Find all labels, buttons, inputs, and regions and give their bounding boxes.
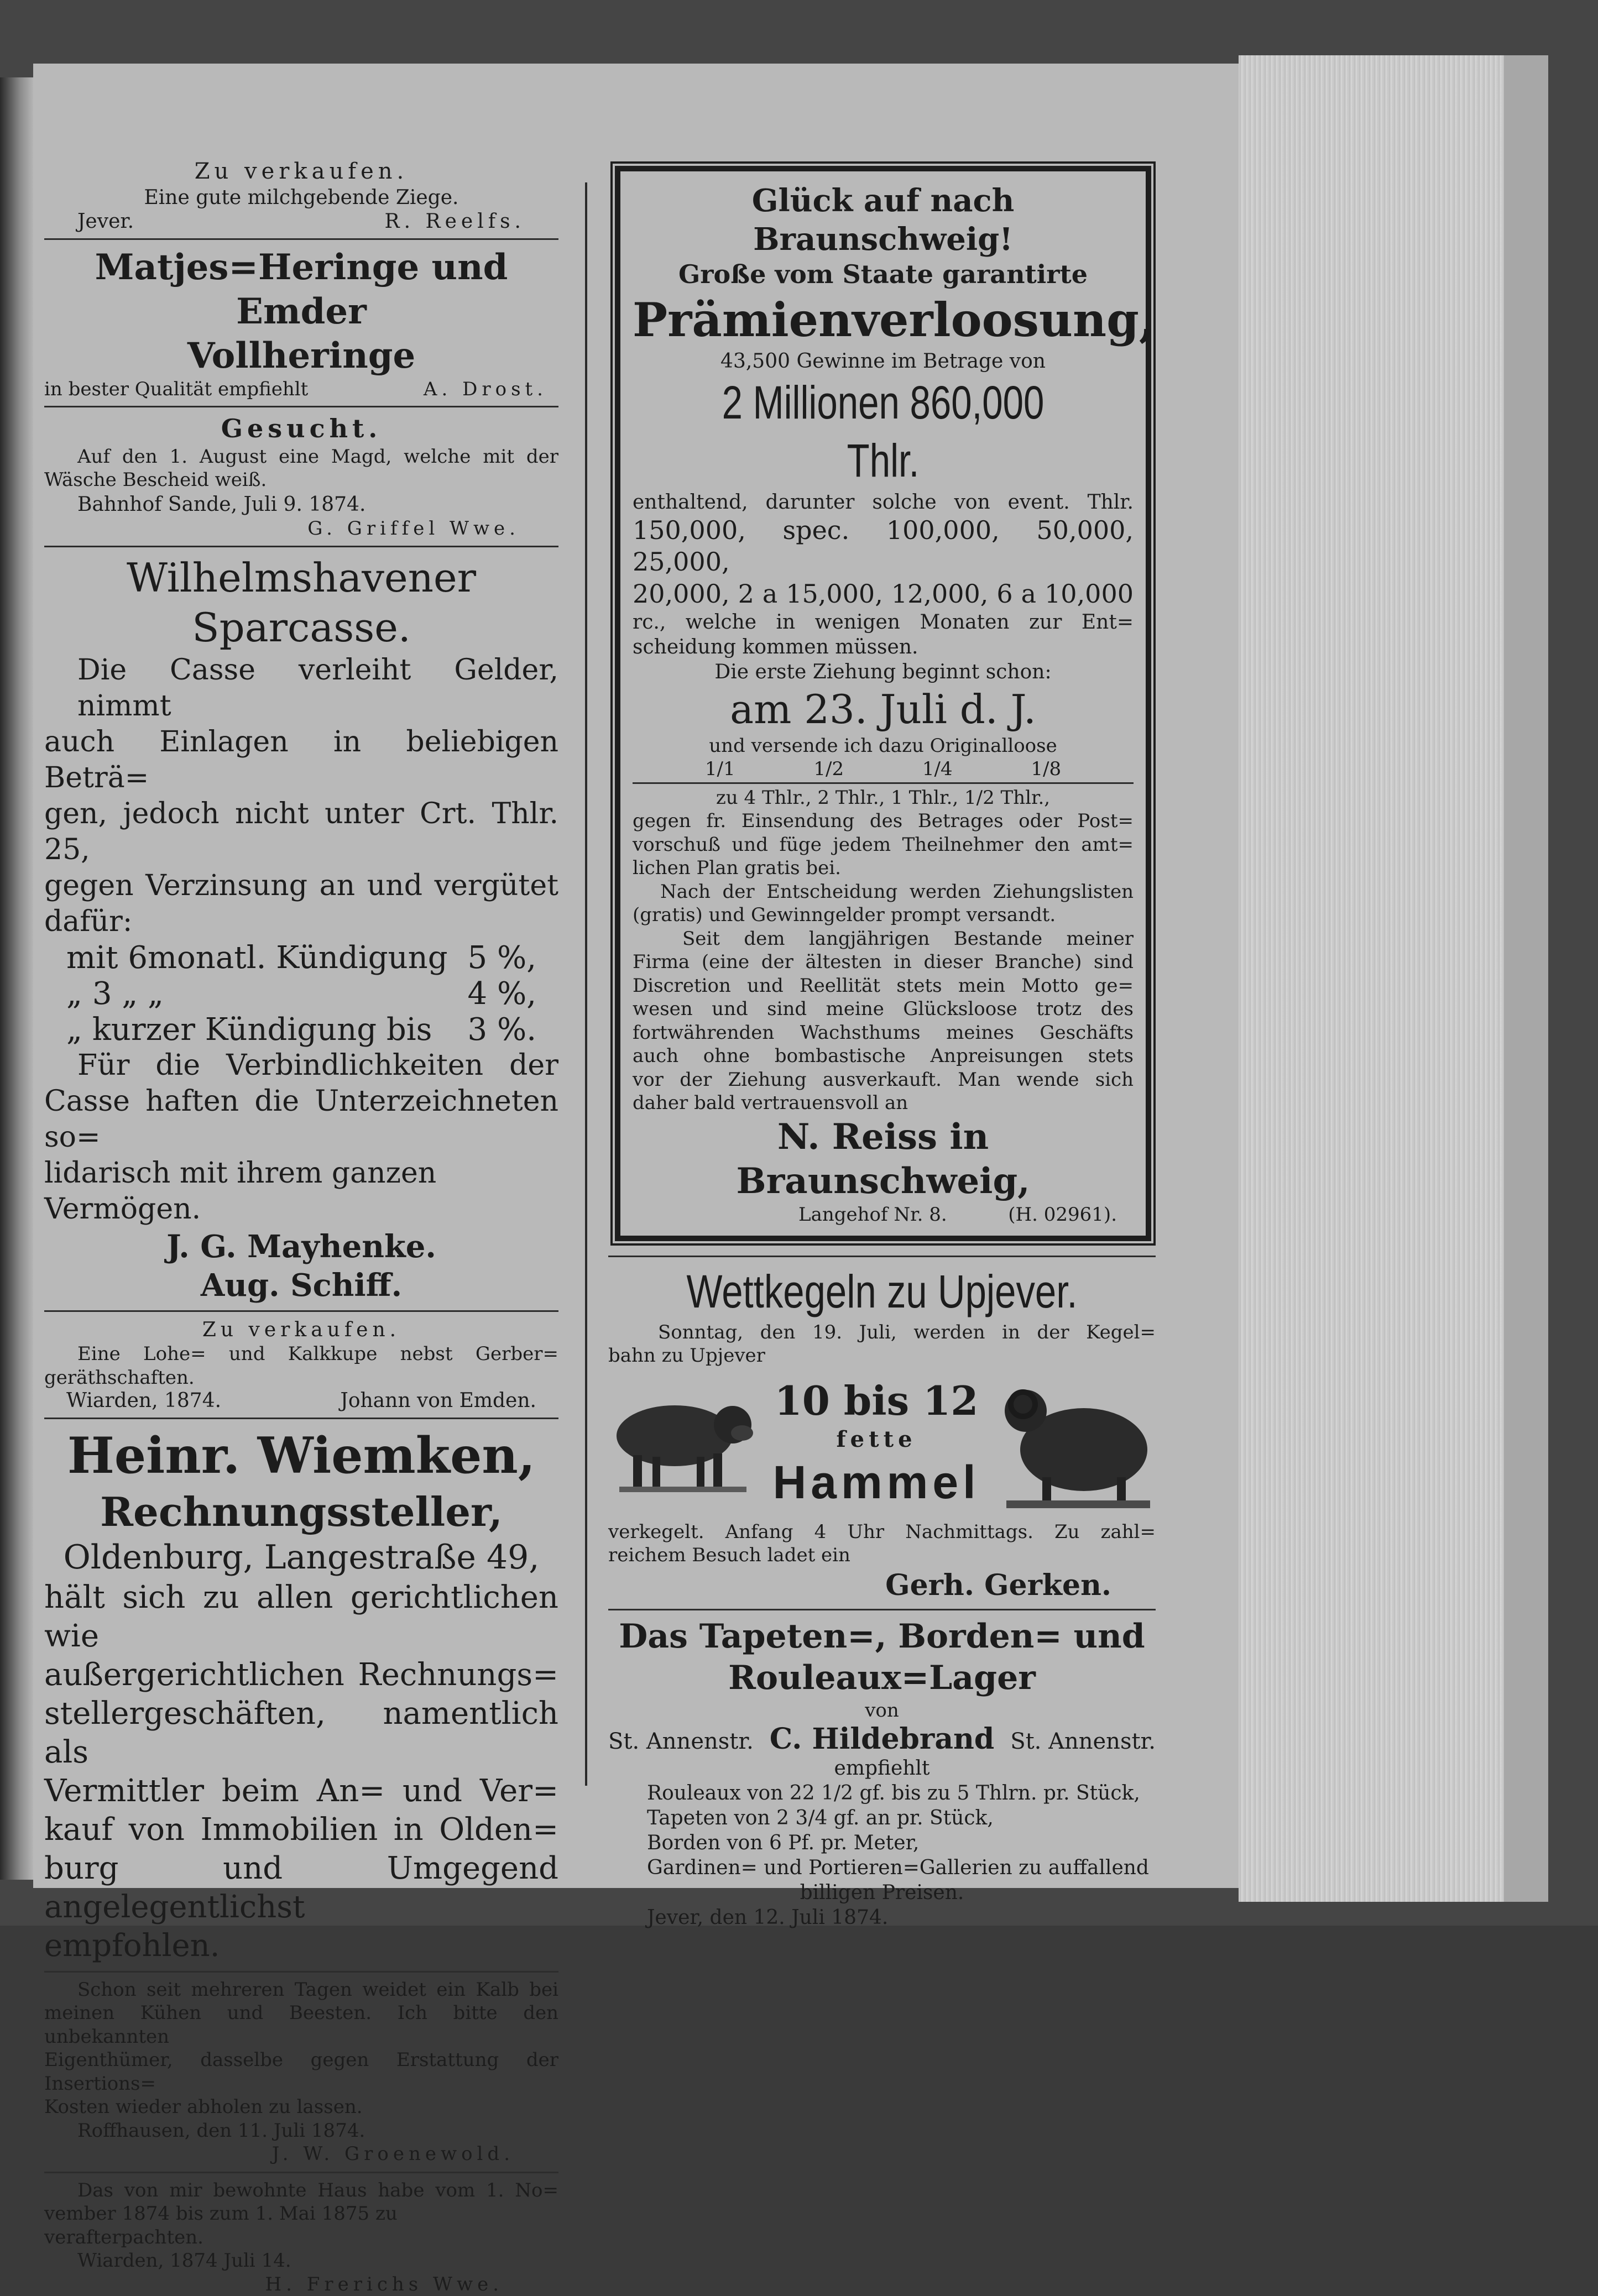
ad-line: meinen Kühen und Beesten. Ich bitte den unbekannten [44, 2001, 558, 2048]
rate-row [44, 940, 558, 976]
separator [44, 1971, 558, 1973]
left-column [44, 105, 558, 2296]
ad-line: vember 1874 bis zum 1. Mai 1875 zu verafterpachten. [44, 2202, 558, 2249]
rate-value: 5 %, [468, 940, 536, 976]
ad-title: Matjes=Heringe und Emder [44, 245, 558, 334]
page-stack-edge [1239, 55, 1504, 1902]
ad-signer: Aug. Schiff. [44, 1266, 558, 1305]
ad-line: Kosten wieder abholen zu lassen. [44, 2095, 558, 2119]
ad-footer [44, 378, 558, 400]
ad-wiemken [44, 1425, 558, 1965]
ad-kegeln [608, 1263, 1156, 1603]
separator [44, 406, 558, 407]
ad-line: Seit dem langjährigen Bestande meiner [633, 927, 1134, 951]
ad-line: scheidung kommen müssen. [633, 635, 1134, 660]
ad-line: reichem Besuch ladet ein [608, 1544, 1156, 1567]
ad-signer: G. Griffel Wwe. [44, 517, 558, 541]
ad-line: Eigenthümer, dasselbe gegen Erstattung der Insertions= [44, 2048, 558, 2095]
separator [44, 1310, 558, 1312]
ad-signer: A. Drost. [424, 378, 558, 400]
ad-title: Wettkegeln zu Upjever. [657, 1263, 1106, 1321]
ad-body: Wäsche Bescheid weiß. [44, 468, 558, 492]
right-column [608, 105, 1156, 1930]
sheep-illustration [608, 1392, 758, 1497]
ad-line: Casse haften die Unterzeichneten so= [44, 1084, 558, 1155]
ad-line: gegen fr. Einsendung des Betrages oder Post= [633, 809, 1134, 833]
ad-firm: C. Hildebrand [770, 1722, 994, 1756]
separator [608, 1609, 1156, 1610]
fraction: 1/1 [705, 758, 735, 780]
ad-offer: und versende ich dazu Originalloose [633, 734, 1134, 758]
ad-signer: H. Frerichs Wwe. [44, 2273, 558, 2296]
ad-footer [44, 1389, 558, 1412]
ad-name: Heinr. Wiemken, [44, 1425, 558, 1487]
ad-amount: 2 Millionen 860,000 Thlr. [683, 374, 1084, 490]
ad-profession: Rechnungssteller, [44, 1487, 558, 1537]
ad-body: Eine Lohe= und Kalkkupe nebst Gerber= [44, 1342, 558, 1366]
ad-item: Gardinen= und Portieren=Gallerien zu auffallend [608, 1855, 1156, 1880]
ad-line: lichen Plan gratis bei. [633, 856, 1134, 880]
ram-illustration [995, 1372, 1156, 1516]
prize-count: 10 bis 12 [758, 1376, 995, 1426]
ad-line: rc., welche in wenigen Monaten zur Ent= [633, 610, 1134, 635]
ad-maid-wanted [44, 413, 558, 540]
ad-body: geräthschaften. [44, 1366, 558, 1390]
ad-sparcasse [44, 553, 558, 1305]
ad-code: (H. 02961). [1008, 1204, 1117, 1226]
ad-title: Glück auf nach Braunschweig! [633, 181, 1134, 259]
rate-label: mit 6monatl. Kündigung [66, 940, 448, 976]
rate-label: „ kurzer Kündigung bis [66, 1012, 432, 1048]
ad-title: Wilhelmshavener Sparcasse. [44, 553, 558, 652]
ad-line: Die Casse verleiht Gelder, nimmt [44, 652, 558, 724]
ad-tapeten [608, 1616, 1156, 1931]
separator [44, 238, 558, 240]
ad-line: Für die Verbindlichkeiten der [44, 1048, 558, 1084]
ad-place-date: Roffhausen, den 11. Juli 1874. [44, 2119, 558, 2143]
ad-heading: Zu verkaufen. [44, 1317, 558, 1342]
ad-herring [44, 245, 558, 400]
separator [633, 782, 1134, 784]
ad-line: vor der Ziehung ausverkauft. Man wende sich [633, 1068, 1134, 1092]
ad-line: gegen Verzinsung an und vergütet [44, 868, 558, 904]
ad-line: lidarisch mit ihrem ganzen Vermögen. [44, 1155, 558, 1227]
ad-heading: Gesucht. [44, 413, 558, 445]
ad-line: kauf von Immobilien in Olden= [44, 1811, 558, 1849]
ad-item: Borden von 6 Pf. pr. Meter, [608, 1830, 1156, 1855]
prize-text [758, 1376, 995, 1512]
separator [44, 546, 558, 547]
ad-text: in bester Qualität empfiehlt [44, 378, 308, 400]
ad-place: Jever. [44, 210, 134, 233]
ad-line: Das von mir bewohnte Haus habe vom 1. No= [44, 2179, 558, 2203]
rate-row [44, 976, 558, 1012]
ad-line: Sonntag, den 19. Juli, werden in der Kegel= [608, 1321, 1156, 1345]
prize-adjective: fette [758, 1426, 995, 1453]
ad-line: fortwährenden Wachsthums meines Geschäfts [633, 1021, 1134, 1045]
separator [44, 1418, 558, 1419]
fraction: 1/8 [1031, 758, 1061, 780]
ad-line: verkegelt. Anfang 4 Uhr Nachmittags. Zu zahl= [608, 1520, 1156, 1544]
rate-row [44, 1012, 558, 1048]
ad-address: Langehof Nr. 8. [798, 1204, 947, 1226]
ad-line: außergerichtlichen Rechnungs= [44, 1656, 558, 1694]
ad-title: Rouleaux=Lager [608, 1657, 1156, 1699]
ad-body: Auf den 1. August eine Magd, welche mit der [44, 445, 558, 469]
ad-tannery-for-sale [44, 1317, 558, 1412]
ad-line: empfohlen. [44, 1927, 558, 1965]
ad-line: Vermittler beim An= und Ver= [44, 1772, 558, 1811]
ad-line: daher bald vertrauensvoll an [633, 1091, 1134, 1115]
ad-signer: Johann von Emden. [340, 1389, 558, 1412]
ad-draw-intro: Die erste Ziehung beginnt schon: [633, 660, 1134, 684]
ad-line: wesen und sind meine Glücksloose trotz des [633, 997, 1134, 1021]
book-cover-edge [1504, 55, 1548, 1902]
ad-line: gen, jedoch nicht unter Crt. Thlr. 25, [44, 796, 558, 868]
ad-empfiehlt: empfiehlt [608, 1756, 1156, 1781]
ad-draw-date: am 23. Juli d. J. [633, 684, 1134, 734]
ad-firm: N. Reiss in Braunschweig, [633, 1115, 1134, 1204]
fraction: 1/4 [922, 758, 953, 780]
ad-title: Vollheringe [44, 334, 558, 378]
ad-line: Schon seit mehreren Tagen weidet ein Kalb bei [44, 1978, 558, 2002]
ad-goat-for-sale [44, 158, 558, 233]
fraction: 1/2 [813, 758, 844, 780]
rate-value: 4 %, [468, 976, 536, 1012]
ad-line: vorschuß und füge jedem Theilnehmer den amt= [633, 833, 1134, 857]
ad-intro: 43,500 Gewinne im Betrage von [633, 349, 1134, 374]
ad-line: auch ohne bombastische Anpreisungen stets [633, 1044, 1134, 1068]
ad-place-date: Bahnhof Sande, Juli 9. 1874. [44, 492, 558, 517]
ad-subtitle: Große vom Staate garantirte [633, 259, 1134, 291]
ad-house-lease [44, 2179, 558, 2296]
street-right: St. Annenstr. [1010, 1729, 1156, 1754]
ad-line: zu 4 Thlr., 2 Thlr., 1 Thlr., 1/2 Thlr., [633, 786, 1134, 810]
ad-place-date: Jever, den 12. Juli 1874. [608, 1905, 1156, 1930]
ad-signer: J. W. Groenewold. [44, 2142, 558, 2166]
ad-line: stellergeschäften, namentlich als [44, 1694, 558, 1772]
previous-page-edge [0, 77, 33, 1880]
ad-line: 20,000, 2 a 15,000, 12,000, 6 a 10,000 [633, 578, 1134, 610]
ad-item: Rouleaux von 22 1/2 gf. bis zu 5 Thlrn. pr. Stück, [608, 1781, 1156, 1806]
ad-headline: Prämienverloosung, [633, 291, 1134, 349]
sheep-row [608, 1372, 1156, 1516]
ad-address: Oldenburg, Langestraße 49, [44, 1537, 558, 1578]
ad-item: billigen Preisen. [608, 1880, 1156, 1905]
ad-line: Discretion und Reellität stets mein Motto ge= [633, 974, 1134, 998]
ad-footer [44, 210, 558, 233]
ad-lottery [615, 166, 1151, 1241]
ad-heading: Zu verkaufen. [44, 158, 558, 185]
ad-line: burg und Umgegend angelegentlichst [44, 1849, 558, 1927]
prize-noun: Hammel [758, 1453, 995, 1512]
ad-line: 150,000, spec. 100,000, 50,000, 25,000, [633, 515, 1134, 578]
ad-von: von [608, 1699, 1156, 1723]
rate-label: „ 3 „ „ [66, 976, 164, 1012]
ad-signer: J. G. Mayhenke. [44, 1227, 558, 1266]
ad-line: Firma (eine der ältesten in dieser Branche) sind [633, 950, 1134, 974]
ad-line: auch Einlagen in beliebigen Beträ= [44, 724, 558, 796]
ad-signer: R. Reelfs. [385, 210, 558, 233]
ad-item: Tapeten von 2 3/4 gf. an pr. Stück, [608, 1806, 1156, 1830]
ad-line: dafür: [44, 904, 558, 940]
column-divider [585, 182, 587, 1786]
rate-value: 3 %. [468, 1012, 536, 1048]
ad-place-date: Wiarden, 1874. [44, 1389, 221, 1412]
separator [44, 2172, 558, 2173]
ad-line: Nach der Entscheidung werden Ziehungslisten [633, 880, 1134, 904]
ad-footer [633, 1204, 1134, 1226]
fraction-row [633, 758, 1134, 780]
ad-calf-found [44, 1978, 558, 2166]
separator [608, 1256, 1156, 1257]
ad-firm-row [608, 1722, 1156, 1756]
ad-signer: Gerh. Gerken. [608, 1567, 1156, 1603]
ad-line: bahn zu Upjever [608, 1344, 1156, 1368]
ad-line: hält sich zu allen gerichtlichen wie [44, 1578, 558, 1656]
ad-body: Eine gute milchgebende Ziege. [44, 185, 558, 210]
street-left: St. Annenstr. [608, 1729, 754, 1754]
ad-line: enthaltend, darunter solche von event. Thlr. [633, 490, 1134, 515]
ad-line: (gratis) und Gewinngelder prompt versandt. [633, 903, 1134, 927]
ad-title: Das Tapeten=, Borden= und [608, 1616, 1156, 1657]
ad-place-date: Wiarden, 1874 Juli 14. [44, 2249, 558, 2273]
